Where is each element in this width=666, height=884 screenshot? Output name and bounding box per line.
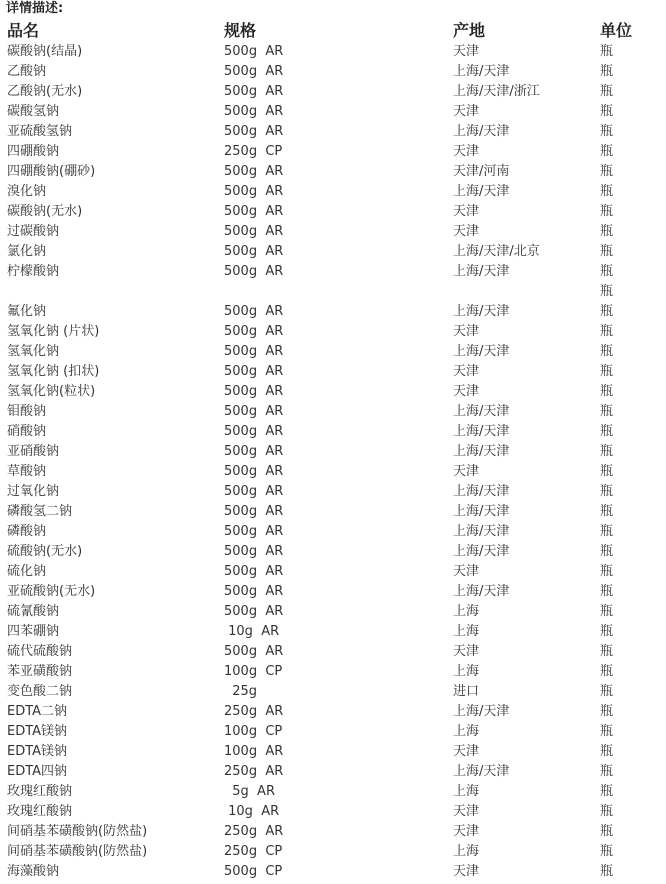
product-unit: 瓶 — [600, 244, 614, 259]
product-name: 硫化钠 — [7, 564, 47, 579]
table-row — [0, 182, 666, 202]
table-row — [0, 562, 666, 582]
product-spec: 500g AR — [224, 504, 284, 519]
product-spec: 25g — [224, 684, 258, 699]
product-spec: 500g AR — [224, 64, 284, 79]
product-origin: 上海/天津 — [453, 504, 510, 519]
product-spec: 500g AR — [224, 464, 284, 479]
product-unit: 瓶 — [600, 584, 614, 599]
product-unit: 瓶 — [600, 704, 614, 719]
product-unit: 瓶 — [600, 524, 614, 539]
header-spec: 规格 — [224, 21, 257, 40]
product-origin: 上海/天津 — [453, 444, 510, 459]
product-name: 玫瑰红酸钠 — [7, 804, 73, 819]
table-row — [0, 742, 666, 762]
product-unit: 瓶 — [600, 844, 614, 859]
table-row — [0, 62, 666, 82]
table-row — [0, 722, 666, 742]
product-spec: 500g AR — [224, 244, 284, 259]
product-origin: 天津 — [453, 204, 480, 219]
product-origin: 天津 — [453, 824, 480, 839]
product-unit: 瓶 — [600, 84, 614, 99]
product-spec: 500g AR — [224, 44, 284, 59]
table-row — [0, 82, 666, 102]
product-unit: 瓶 — [600, 224, 614, 239]
product-spec: 100g AR — [224, 744, 284, 759]
product-name: 乙酸钠 — [7, 64, 47, 79]
product-spec: 10g AR — [224, 804, 280, 819]
product-origin: 上海/天津/北京 — [453, 244, 540, 259]
product-name: EDTA镁钠 — [7, 744, 68, 759]
table-row — [0, 282, 666, 302]
product-unit: 瓶 — [600, 64, 614, 79]
product-origin: 天津 — [453, 644, 480, 659]
product-origin: 上海 — [453, 844, 480, 859]
product-origin: 上海/天津 — [453, 544, 510, 559]
product-origin: 上海 — [453, 624, 480, 639]
product-unit: 瓶 — [600, 784, 614, 799]
product-spec: 500g AR — [224, 224, 284, 239]
product-name: 碳酸钠(结晶) — [7, 44, 83, 59]
product-unit: 瓶 — [600, 444, 614, 459]
product-spec: 100g CP — [224, 664, 283, 679]
product-origin: 天津 — [453, 104, 480, 119]
product-origin: 天津 — [453, 364, 480, 379]
product-origin: 上海/天津 — [453, 424, 510, 439]
product-origin: 天津 — [453, 384, 480, 399]
table-row — [0, 522, 666, 542]
product-spec: 500g AR — [224, 584, 284, 599]
table-row — [0, 442, 666, 462]
product-unit: 瓶 — [600, 544, 614, 559]
product-spec: 500g AR — [224, 644, 284, 659]
table-row — [0, 862, 666, 882]
product-origin: 上海/天津 — [453, 764, 510, 779]
table-row — [0, 622, 666, 642]
product-unit: 瓶 — [600, 324, 614, 339]
product-spec: 500g CP — [224, 864, 283, 879]
table-row — [0, 142, 666, 162]
product-unit: 瓶 — [600, 504, 614, 519]
product-name: 硝酸钠 — [7, 424, 47, 439]
product-spec: 500g AR — [224, 524, 284, 539]
table-row — [0, 422, 666, 442]
product-table-body — [0, 42, 666, 882]
product-name: 亚硝酸钠 — [7, 444, 60, 459]
product-spec: 100g CP — [224, 724, 283, 739]
table-row — [0, 402, 666, 422]
product-name: 草酸钠 — [7, 464, 47, 479]
product-unit: 瓶 — [600, 344, 614, 359]
product-unit: 瓶 — [600, 284, 614, 299]
product-origin: 上海/天津 — [453, 484, 510, 499]
product-origin: 进口 — [453, 684, 480, 699]
product-spec: 500g AR — [224, 304, 284, 319]
product-origin: 上海/天津 — [453, 524, 510, 539]
table-row — [0, 602, 666, 622]
table-header — [0, 20, 666, 42]
product-origin: 天津 — [453, 224, 480, 239]
product-origin: 上海/天津 — [453, 304, 510, 319]
header-unit: 单位 — [600, 21, 633, 40]
table-row — [0, 582, 666, 602]
table-row — [0, 102, 666, 122]
table-row — [0, 762, 666, 782]
product-unit: 瓶 — [600, 744, 614, 759]
table-row — [0, 462, 666, 482]
product-spec: 500g AR — [224, 424, 284, 439]
product-spec: 500g AR — [224, 324, 284, 339]
product-spec: 250g CP — [224, 844, 283, 859]
table-row — [0, 482, 666, 502]
product-unit: 瓶 — [600, 164, 614, 179]
table-row — [0, 362, 666, 382]
product-unit: 瓶 — [600, 664, 614, 679]
product-unit: 瓶 — [600, 124, 614, 139]
product-name: 钼酸钠 — [7, 404, 47, 419]
product-unit: 瓶 — [600, 144, 614, 159]
product-name: 碳酸钠(无水) — [7, 204, 83, 219]
product-name: 硫氰酸钠 — [7, 604, 60, 619]
table-row — [0, 262, 666, 282]
product-spec: 500g AR — [224, 344, 284, 359]
header-name: 品名 — [7, 21, 40, 40]
table-row — [0, 702, 666, 722]
product-name: 氟化钠 — [7, 304, 47, 319]
product-origin: 天津 — [453, 864, 480, 879]
product-spec: 500g AR — [224, 604, 284, 619]
product-spec: 500g AR — [224, 264, 284, 279]
product-name: 硫酸钠(无水) — [7, 544, 83, 559]
product-origin: 上海/天津 — [453, 704, 510, 719]
product-origin: 上海 — [453, 664, 480, 679]
product-origin: 上海 — [453, 784, 480, 799]
product-origin: 天津/河南 — [453, 164, 510, 179]
product-name: 苯亚磺酸钠 — [7, 664, 73, 679]
product-name: 氯化钠 — [7, 244, 47, 259]
product-origin: 上海/天津 — [453, 184, 510, 199]
product-spec: 500g AR — [224, 544, 284, 559]
table-row — [0, 162, 666, 182]
product-spec: 500g AR — [224, 384, 284, 399]
product-unit: 瓶 — [600, 44, 614, 59]
product-unit: 瓶 — [600, 104, 614, 119]
table-row — [0, 642, 666, 662]
product-origin: 上海/天津 — [453, 124, 510, 139]
product-name: 四硼酸钠 — [7, 144, 60, 159]
product-name: 柠檬酸钠 — [7, 264, 60, 279]
product-origin: 上海/天津/浙江 — [453, 84, 540, 99]
product-name: 氢氧化钠 — [7, 344, 60, 359]
table-row — [0, 842, 666, 862]
product-unit: 瓶 — [600, 864, 614, 879]
product-unit: 瓶 — [600, 424, 614, 439]
product-unit: 瓶 — [600, 304, 614, 319]
product-unit: 瓶 — [600, 684, 614, 699]
product-unit: 瓶 — [600, 364, 614, 379]
table-row — [0, 322, 666, 342]
product-name: 间硝基苯磺酸钠(防然盐) — [7, 844, 148, 859]
header-origin: 产地 — [453, 21, 486, 40]
table-row — [0, 682, 666, 702]
table-row — [0, 242, 666, 262]
product-unit: 瓶 — [600, 384, 614, 399]
product-unit: 瓶 — [600, 464, 614, 479]
product-name: 乙酸钠(无水) — [7, 84, 83, 99]
table-row — [0, 542, 666, 562]
product-unit: 瓶 — [600, 804, 614, 819]
product-name: 磷酸钠 — [7, 524, 47, 539]
product-unit: 瓶 — [600, 724, 614, 739]
table-row — [0, 122, 666, 142]
product-spec: 500g AR — [224, 124, 284, 139]
product-name: 海藻酸钠 — [7, 864, 60, 879]
table-row — [0, 42, 666, 62]
product-origin: 天津 — [453, 44, 480, 59]
product-spec: 250g CP — [224, 144, 283, 159]
product-origin: 上海/天津 — [453, 264, 510, 279]
table-row — [0, 782, 666, 802]
product-origin: 上海/天津 — [453, 584, 510, 599]
product-name: 氢氧化钠 (扣状) — [7, 364, 100, 379]
product-name: 亚硫酸氢钠 — [7, 124, 73, 139]
product-spec: 250g AR — [224, 704, 284, 719]
product-unit: 瓶 — [600, 484, 614, 499]
product-unit: 瓶 — [600, 624, 614, 639]
table-row — [0, 802, 666, 822]
section-title: 详情描述: — [6, 1, 64, 16]
product-name: 碳酸氢钠 — [7, 104, 60, 119]
product-unit: 瓶 — [600, 264, 614, 279]
product-name: 氢氧化钠 (片状) — [7, 324, 100, 339]
product-origin: 天津 — [453, 324, 480, 339]
product-name: 硫代硫酸钠 — [7, 644, 73, 659]
product-unit: 瓶 — [600, 204, 614, 219]
product-spec: 500g AR — [224, 204, 284, 219]
product-name: 玫瑰红酸钠 — [7, 784, 73, 799]
product-origin: 天津 — [453, 744, 480, 759]
product-origin: 上海 — [453, 604, 480, 619]
product-spec: 500g AR — [224, 104, 284, 119]
product-spec: 250g AR — [224, 764, 284, 779]
product-spec: 500g AR — [224, 404, 284, 419]
table-row — [0, 202, 666, 222]
product-spec: 10g AR — [224, 624, 280, 639]
product-name: 亚硫酸钠(无水) — [7, 584, 96, 599]
product-name: EDTA镁钠 — [7, 724, 68, 739]
product-name: 四苯硼钠 — [7, 624, 60, 639]
product-unit: 瓶 — [600, 184, 614, 199]
product-unit: 瓶 — [600, 824, 614, 839]
product-origin: 上海/天津 — [453, 64, 510, 79]
product-name: 氢氧化钠(粒状) — [7, 384, 96, 399]
product-name: 变色酸二钠 — [7, 684, 73, 699]
product-unit: 瓶 — [600, 764, 614, 779]
product-spec: 500g AR — [224, 484, 284, 499]
product-name: 间硝基苯磺酸钠(防然盐) — [7, 824, 148, 839]
table-row — [0, 302, 666, 322]
product-unit: 瓶 — [600, 404, 614, 419]
product-origin: 上海/天津 — [453, 344, 510, 359]
product-unit: 瓶 — [600, 564, 614, 579]
product-spec: 500g AR — [224, 564, 284, 579]
product-origin: 天津 — [453, 564, 480, 579]
product-spec: 500g AR — [224, 84, 284, 99]
product-origin: 上海/天津 — [453, 404, 510, 419]
product-spec: 500g AR — [224, 444, 284, 459]
product-origin: 上海 — [453, 724, 480, 739]
product-origin: 天津 — [453, 804, 480, 819]
product-unit: 瓶 — [600, 644, 614, 659]
table-row — [0, 222, 666, 242]
product-name: 过碳酸钠 — [7, 224, 60, 239]
product-name: EDTA四钠 — [7, 764, 68, 779]
product-name: 过氧化钠 — [7, 484, 60, 499]
product-unit: 瓶 — [600, 604, 614, 619]
product-name: 四硼酸钠(硼砂) — [7, 164, 96, 179]
product-origin: 天津 — [453, 464, 480, 479]
product-spec: 500g AR — [224, 164, 284, 179]
table-row — [0, 662, 666, 682]
product-spec: 500g AR — [224, 184, 284, 199]
table-row — [0, 822, 666, 842]
product-name: EDTA二钠 — [7, 704, 68, 719]
table-row — [0, 342, 666, 362]
product-spec: 500g AR — [224, 364, 284, 379]
product-origin: 天津 — [453, 144, 480, 159]
product-name: 磷酸氢二钠 — [7, 504, 73, 519]
table-row — [0, 502, 666, 522]
product-spec: 5g AR — [224, 784, 275, 799]
product-spec: 250g AR — [224, 824, 284, 839]
table-row — [0, 382, 666, 402]
product-name: 溴化钠 — [7, 184, 47, 199]
